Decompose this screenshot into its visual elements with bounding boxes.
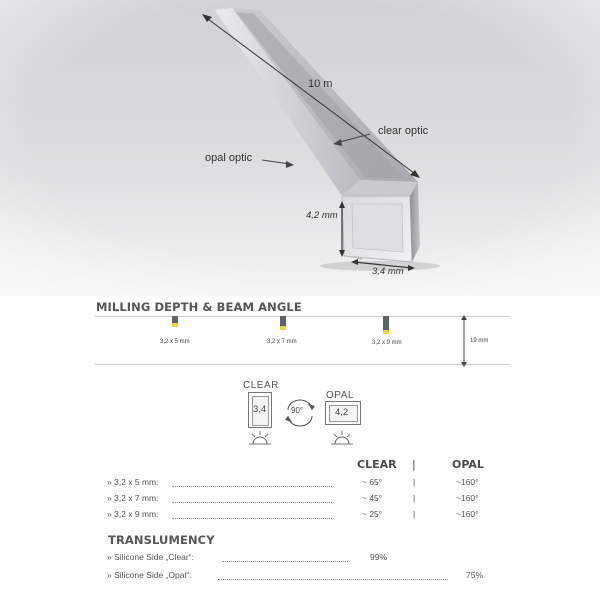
dot-leader (222, 561, 348, 562)
height-dimension-label: 4,2 mm (306, 210, 338, 221)
depth-dimension-arrow (458, 314, 470, 368)
groove-label: 3,2 x 5 mm (160, 339, 190, 345)
opal-word: OPAL (326, 390, 354, 401)
translucency-row-value: 99% (370, 552, 388, 562)
dot-leader (172, 518, 332, 519)
led-strip (383, 330, 389, 334)
dot-leader (172, 486, 332, 487)
table-row-separator: | (413, 493, 416, 503)
light-beam-icon (331, 430, 353, 446)
table-row-label: » 3,2 x 9 mm: (107, 509, 159, 519)
groove-label: 3,2 x 7 mm (267, 339, 297, 345)
profile-illustration (0, 0, 600, 296)
milling-section-title: MILLING DEPTH & BEAM ANGLE (96, 300, 302, 314)
groove-shape (383, 316, 389, 331)
table-row-separator: | (413, 509, 416, 519)
table-row-separator: | (413, 477, 416, 487)
column-header-opal: OPAL (452, 458, 484, 471)
rotation-angle-label: 90° (291, 406, 304, 415)
dot-leader (172, 502, 332, 503)
clear-value: 3,4 (253, 404, 267, 415)
column-separator: | (412, 458, 416, 471)
groove-label: 3,2 x 9 mm (372, 340, 402, 346)
translucency-row-value: 75% (466, 570, 484, 580)
opal-value: 4,2 (335, 407, 349, 418)
led-strip (280, 326, 286, 330)
table-row-opal-value: ~160° (456, 477, 479, 487)
led-strip (172, 323, 178, 327)
light-beam-icon (249, 430, 271, 446)
table-row-label: » 3,2 x 7 mm: (107, 493, 159, 503)
clear-optic-label: clear optic (378, 125, 429, 137)
table-row-clear-value: ~ 45° (362, 493, 383, 503)
milling-top-line (95, 316, 510, 317)
column-header-clear: CLEAR (357, 458, 397, 471)
milling-bottom-line (95, 364, 510, 365)
table-row-clear-value: ~ 25° (362, 509, 383, 519)
table-row-label: » 3,2 x 5 mm: (107, 477, 159, 487)
clear-word: CLEAR (243, 380, 279, 391)
depth-label: 19 mm (470, 338, 489, 344)
width-dimension-label: 3,4 mm (372, 266, 404, 277)
table-row-opal-value: ~160° (456, 509, 479, 519)
product-render (0, 0, 600, 296)
dot-leader (218, 579, 448, 580)
table-row-opal-value: ~160° (456, 493, 479, 503)
translucency-section-title: TRANSLUMENCY (108, 533, 215, 547)
opal-optic-label: opal optic (205, 152, 253, 164)
translucency-row-label: » Silicone Side „Clear“: (107, 552, 194, 562)
translucency-row-label: » Silicone Side „Opal“: (107, 570, 192, 580)
length-label: 10 m (308, 78, 333, 90)
table-row-clear-value: ~ 65° (362, 477, 383, 487)
